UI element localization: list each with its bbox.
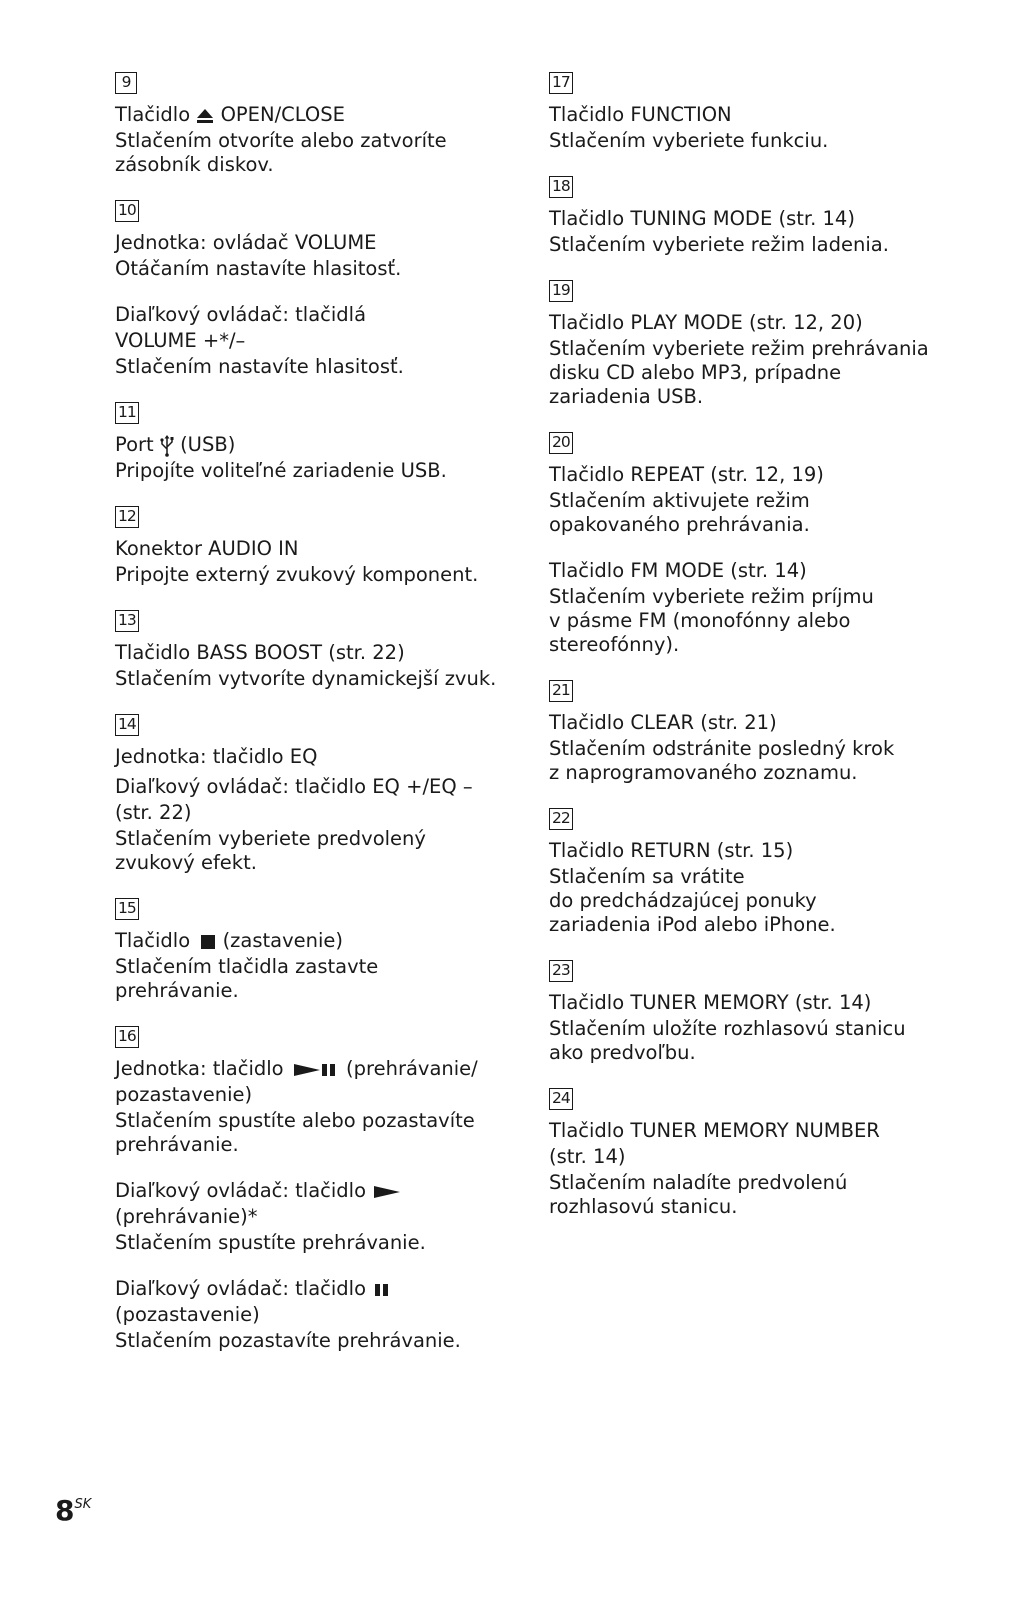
item-entry [115, 432, 510, 483]
item-entry [549, 990, 949, 1065]
item-description: Stlačením vytvoríte dynamickejší zvuk. [115, 667, 497, 690]
item-21 [549, 680, 949, 785]
item-23 [549, 960, 949, 1065]
item-11 [115, 402, 510, 483]
item-18 [549, 176, 949, 257]
item-number: 12 [115, 506, 139, 528]
item-entry [115, 302, 510, 379]
item-entry [115, 928, 510, 1003]
item-number: 13 [115, 610, 139, 632]
item-number: 11 [115, 402, 139, 424]
item-title: Tlačidlo OPEN/CLOSE [115, 103, 345, 126]
item-number: 19 [549, 280, 573, 302]
item-14 [115, 714, 510, 875]
item-description: Stlačením spustíte alebo pozastavíte prehrávanie. [115, 1109, 475, 1156]
item-number: 9 [115, 72, 137, 94]
item-entry [549, 710, 949, 785]
item-description: Stlačením vyberiete režim príjmu v pásme FM (monofónny alebo stereofónny). [549, 585, 874, 656]
eject-icon [196, 108, 214, 124]
item-number: 21 [549, 680, 573, 702]
item-description: Otáčaním nastavíte hlasitosť. [115, 257, 402, 280]
item-title: Tlačidlo REPEAT (str. 12, 19) [549, 463, 824, 486]
item-entry [115, 1178, 510, 1255]
item-title: Tlačidlo FUNCTION [549, 103, 732, 126]
item-title: Jednotka: tlačidlo (prehrávanie/ pozastavenie) [115, 1057, 478, 1106]
item-title: Tlačidlo BASS BOOST (str. 22) [115, 641, 405, 664]
item-title: Tlačidlo (zastavenie) [115, 929, 344, 952]
item-entry [549, 462, 949, 537]
item-number: 14 [115, 714, 139, 736]
item-title: Tlačidlo FM MODE (str. 14) [549, 559, 807, 582]
pause-icon [372, 1282, 390, 1298]
stop-icon [196, 934, 216, 950]
item-title: Tlačidlo TUNER MEMORY (str. 14) [549, 991, 872, 1014]
item-title: Tlačidlo CLEAR (str. 21) [549, 711, 777, 734]
item-title: Diaľkový ovládač: tlačidlo EQ +/EQ – (str. 22) [115, 775, 473, 824]
item-number: 23 [549, 960, 573, 982]
item-entry [115, 1276, 510, 1353]
item-entry [115, 102, 510, 177]
item-10 [115, 200, 510, 379]
item-number: 10 [115, 200, 139, 222]
item-description: Stlačením vyberiete režim prehrávania disku CD alebo MP3, prípadne zariadenia USB. [549, 337, 929, 408]
item-13 [115, 610, 510, 691]
item-19 [549, 280, 949, 409]
item-description: Stlačením spustíte prehrávanie. [115, 1231, 426, 1254]
item-24 [549, 1088, 949, 1219]
item-description: Stlačením otvoríte alebo zatvoríte zásobník diskov. [115, 129, 447, 176]
right-column [549, 72, 949, 1242]
item-description: Stlačením vyberiete režim ladenia. [549, 233, 889, 256]
page-language: SK [74, 1497, 92, 1512]
item-entry [115, 1056, 510, 1157]
item-title: Tlačidlo RETURN (str. 15) [549, 839, 794, 862]
item-entry [549, 102, 949, 153]
item-description: Stlačením nastavíte hlasitosť. [115, 355, 404, 378]
item-description: Stlačením tlačidla zastavte prehrávanie. [115, 955, 379, 1002]
item-description: Stlačením vyberiete predvolený zvukový efekt. [115, 827, 426, 874]
item-entry [115, 744, 510, 770]
item-entry [549, 1118, 949, 1219]
item-entry [549, 206, 949, 257]
item-title: Tlačidlo TUNER MEMORY NUMBER (str. 14) [549, 1119, 880, 1168]
item-entry [115, 774, 510, 875]
item-number: 15 [115, 898, 139, 920]
item-number: 24 [549, 1088, 573, 1110]
item-number: 20 [549, 432, 573, 454]
item-entry [115, 230, 510, 281]
item-22 [549, 808, 949, 937]
item-number: 17 [549, 72, 573, 94]
item-17 [549, 72, 949, 153]
item-description: Stlačením sa vrátite do predchádzajúcej ponuky zariadenia iPod alebo iPhone. [549, 865, 836, 936]
item-16 [115, 1026, 510, 1353]
item-number: 22 [549, 808, 573, 830]
item-12 [115, 506, 510, 587]
item-title: Jednotka: tlačidlo EQ [115, 745, 318, 768]
item-description: Stlačením aktivujete režim opakovaného prehrávania. [549, 489, 810, 536]
item-description: Stlačením pozastavíte prehrávanie. [115, 1329, 461, 1352]
page-footer [55, 1494, 91, 1527]
item-entry [549, 310, 949, 409]
item-entry [549, 838, 949, 937]
item-description: Stlačením naladíte predvolenú rozhlasovú stanicu. [549, 1171, 848, 1218]
item-description: Stlačením uložíte rozhlasovú stanicu ako predvoľbu. [549, 1017, 906, 1064]
item-title: Port (USB) [115, 433, 236, 456]
item-title: Tlačidlo PLAY MODE (str. 12, 20) [549, 311, 863, 334]
left-column [115, 72, 510, 1376]
item-title: Konektor AUDIO IN [115, 537, 299, 560]
item-title: Diaľkový ovládač: tlačidlá VOLUME +*/– [115, 303, 367, 352]
item-description: Pripojíte voliteľné zariadenie USB. [115, 459, 447, 482]
item-number: 16 [115, 1026, 139, 1048]
play-icon [372, 1184, 402, 1200]
item-entry [115, 640, 510, 691]
item-entry [115, 536, 510, 587]
item-entry [549, 558, 949, 657]
play-pause-icon [290, 1062, 340, 1078]
item-20 [549, 432, 949, 657]
item-title: Jednotka: ovládač VOLUME [115, 231, 377, 254]
item-title: Tlačidlo TUNING MODE (str. 14) [549, 207, 855, 230]
usb-icon [160, 435, 174, 457]
item-title: Diaľkový ovládač: tlačidlo (pozastavenie) [115, 1276, 510, 1328]
item-number: 18 [549, 176, 573, 198]
item-description: Stlačením vyberiete funkciu. [549, 129, 829, 152]
item-description: Stlačením odstránite posledný krok z naprogramovaného zoznamu. [549, 737, 895, 784]
item-title: Diaľkový ovládač: tlačidlo (prehrávanie)* [115, 1178, 510, 1230]
item-9 [115, 72, 510, 177]
item-15 [115, 898, 510, 1003]
item-description: Pripojte externý zvukový komponent. [115, 563, 479, 586]
page-number: 8 [55, 1494, 75, 1527]
